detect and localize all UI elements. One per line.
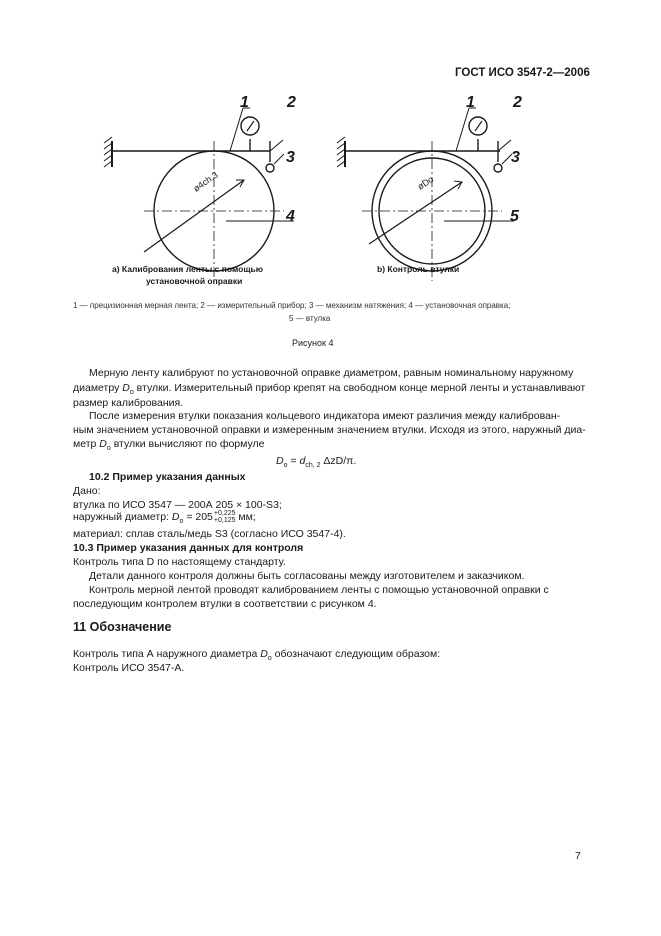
section-10-3-para3-line1: Контроль мерной лентой проводят калиброванием ленты с помощью установочной оправки с bbox=[89, 584, 549, 596]
figure-title: Рисунок 4 bbox=[292, 338, 334, 348]
figure-legend-line1: 1 — прецизионная мерная лента; 2 — измерительный прибор; 3 — механизм натяжения; 4 — установочная оправка; bbox=[73, 301, 511, 310]
document-header: ГОСТ ИСО 3547-2—2006 bbox=[455, 67, 590, 79]
page-number: 7 bbox=[575, 850, 581, 862]
para1-line2: диаметру $D_o$ втулки. Измерительный прибор крепят на свободном конце мерной ленты и устанавливают bbox=[73, 382, 586, 397]
callout-1-b: 1 bbox=[466, 94, 475, 111]
caption-a-line2: установочной оправки bbox=[146, 276, 243, 286]
callout-3-b: 3 bbox=[511, 149, 520, 166]
callout-2-a: 2 bbox=[287, 94, 296, 111]
given-label: Дано: bbox=[73, 485, 101, 497]
figure-legend-line2: 5 — втулка bbox=[289, 314, 331, 323]
tolerance-stack: +0,225 +0,125 bbox=[213, 510, 236, 525]
callout-2-b: 2 bbox=[513, 94, 522, 111]
formula: $D_o = d_{ch, 2}$ ΔzD/π. bbox=[276, 455, 357, 470]
diameter-label-a: ø4ch,3 bbox=[191, 169, 220, 194]
callout-3-a: 3 bbox=[286, 149, 295, 166]
section-11-para2: Контроль ИСО 3547-А. bbox=[73, 662, 185, 674]
section-11-title: 11 Обозначение bbox=[73, 620, 172, 634]
bush-designation: втулка по ИСО 3547 — 200А 205 × 100-S3; bbox=[73, 499, 282, 511]
para2-line1: После измерения втулки показания кольцевого индикатора имеют различия между калиброван- bbox=[89, 410, 561, 422]
callout-1-a: 1 bbox=[240, 94, 249, 111]
callout-5: 5 bbox=[510, 208, 519, 225]
figure-a-drawing bbox=[104, 108, 294, 281]
section-10-3-para1: Контроль типа D по настоящему стандарту. bbox=[73, 556, 286, 568]
para2-line3: метр $D_o$ втулки вычисляют по формуле bbox=[73, 438, 265, 453]
para1-line1: Мерную ленту калибруют по установочной оправке диаметром, равным номинальному наружному bbox=[89, 367, 574, 379]
section-11-para1: Контроль типа А наружного диаметра $D_o$ обозначают следующим образом: bbox=[73, 648, 441, 663]
para2-line2: ным значением установочной оправки и измеренным значением втулки. Исходя из этого, наружный диа- bbox=[73, 424, 586, 436]
section-10-3-para2: Детали данного контроля должны быть согласованы между изготовителем и заказчиком. bbox=[89, 570, 525, 582]
figure-b-drawing bbox=[337, 108, 514, 281]
section-10-3-para3-line2: последующим контролем втулки в соответствии с рисунком 4. bbox=[73, 598, 377, 610]
diameter-label-b: øDo bbox=[415, 174, 436, 192]
material: материал: сплав сталь/медь S3 (согласно ИСО 3547-4). bbox=[73, 528, 346, 540]
section-10-3-title: 10.3 Пример указания данных для контроля bbox=[73, 542, 304, 554]
caption-a-line1: a) Калибрования ленты с помощью bbox=[112, 264, 263, 274]
section-10-2-title: 10.2 Пример указания данных bbox=[89, 471, 246, 483]
para1-line3: размер калибрования. bbox=[73, 397, 184, 409]
callout-4: 4 bbox=[286, 208, 295, 225]
outer-diameter: наружный диаметр: $D_o = 205+0,225$ +0,125 мм; bbox=[73, 510, 256, 526]
caption-b: b) Контроль втулки bbox=[377, 264, 460, 274]
